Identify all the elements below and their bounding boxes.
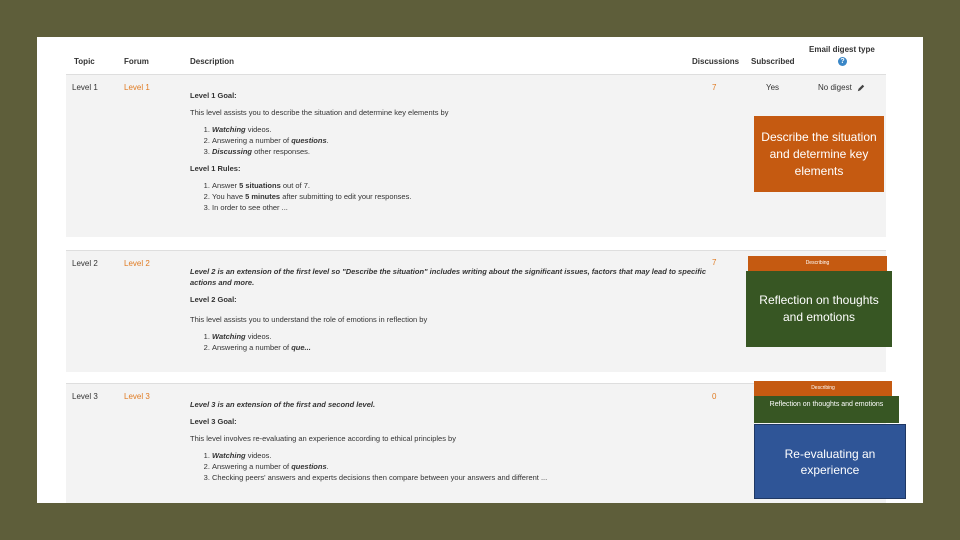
subscribed-value[interactable]: Yes [766, 83, 780, 92]
description-cell [190, 399, 710, 489]
list-item: 2. Answering a number of que... [212, 342, 710, 353]
goal-text: This level assists you to describe the situation and determine key elements by [190, 108, 449, 117]
list-item: 2. Answering a number of questions. [212, 461, 710, 472]
topic-cell: Level 2 [72, 259, 98, 268]
callout-describe: Describe the situation and determine key elements [754, 116, 884, 192]
goal-text: This level assists you to understand the role of emotions in reflection by [190, 315, 428, 324]
callout-reflection: Reflection on thoughts and emotions [746, 271, 892, 347]
header-discussions: Discussions [692, 57, 740, 66]
topic-cell: Level 1 [72, 83, 98, 92]
callout-reflection-small: Reflection on thoughts and emotions [754, 396, 899, 423]
list-item: 1. Watching videos. [212, 331, 710, 342]
goal-list [190, 331, 710, 353]
discussions-count[interactable]: 7 [712, 258, 717, 267]
description-cell [190, 90, 710, 219]
goal-title: Level 3 Goal: [190, 417, 237, 426]
callout-reevaluating: Re-evaluating an experience [754, 424, 906, 499]
header-subscribed: Subscribed [751, 57, 795, 66]
callout-describing-small: Describing [748, 256, 887, 271]
header-topic: Topic [74, 57, 95, 66]
digest-label: No digest [818, 83, 852, 92]
list-item: 3. Discussing other responses. [212, 146, 710, 157]
goal-list [190, 450, 710, 483]
header-forum: Forum [124, 57, 149, 66]
forum-link[interactable]: Level 1 [124, 83, 150, 92]
discussions-count[interactable]: 7 [712, 83, 717, 92]
forum-link[interactable]: Level 3 [124, 392, 150, 401]
level-intro: Level 2 is an extension of the first level so "Describe the situation" includes writing about the significant issues, factors that may lead to specific actions and more. [190, 267, 706, 287]
help-icon[interactable]: ? [838, 57, 847, 66]
goal-title: Level 2 Goal: [190, 295, 237, 304]
topic-cell: Level 3 [72, 392, 98, 401]
header-description: Description [190, 57, 235, 66]
goal-list [190, 124, 710, 157]
list-item: 3. Checking peers' answers and experts decisions then compare between your answers and different ... [212, 472, 710, 483]
header-email-digest: Email digest type [809, 45, 875, 54]
list-item: 1. Answer 5 situations out of 7. [212, 180, 710, 191]
level-intro: Level 3 is an extension of the first and second level. [190, 400, 376, 409]
list-item: 1. Watching videos. [212, 124, 710, 135]
description-cell [190, 266, 710, 359]
goal-title: Level 1 Goal: [190, 91, 237, 100]
discussions-count[interactable]: 0 [712, 392, 717, 401]
goal-text: This level involves re-evaluating an experience according to ethical principles by [190, 434, 456, 443]
callout-describing-small-2: Describing [754, 381, 892, 396]
forum-link[interactable]: Level 2 [124, 259, 150, 268]
list-item: 1. Watching videos. [212, 450, 710, 461]
list-item: 2. Answering a number of questions. [212, 135, 710, 146]
rules-title: Level 1 Rules: [190, 164, 241, 173]
pencil-icon[interactable] [857, 84, 865, 92]
digest-value[interactable] [818, 83, 865, 92]
rules-list [190, 180, 710, 213]
list-item: 2. You have 5 minutes after submitting to edit your responses. [212, 191, 710, 202]
list-item: 3. In order to see other ... [212, 202, 710, 213]
